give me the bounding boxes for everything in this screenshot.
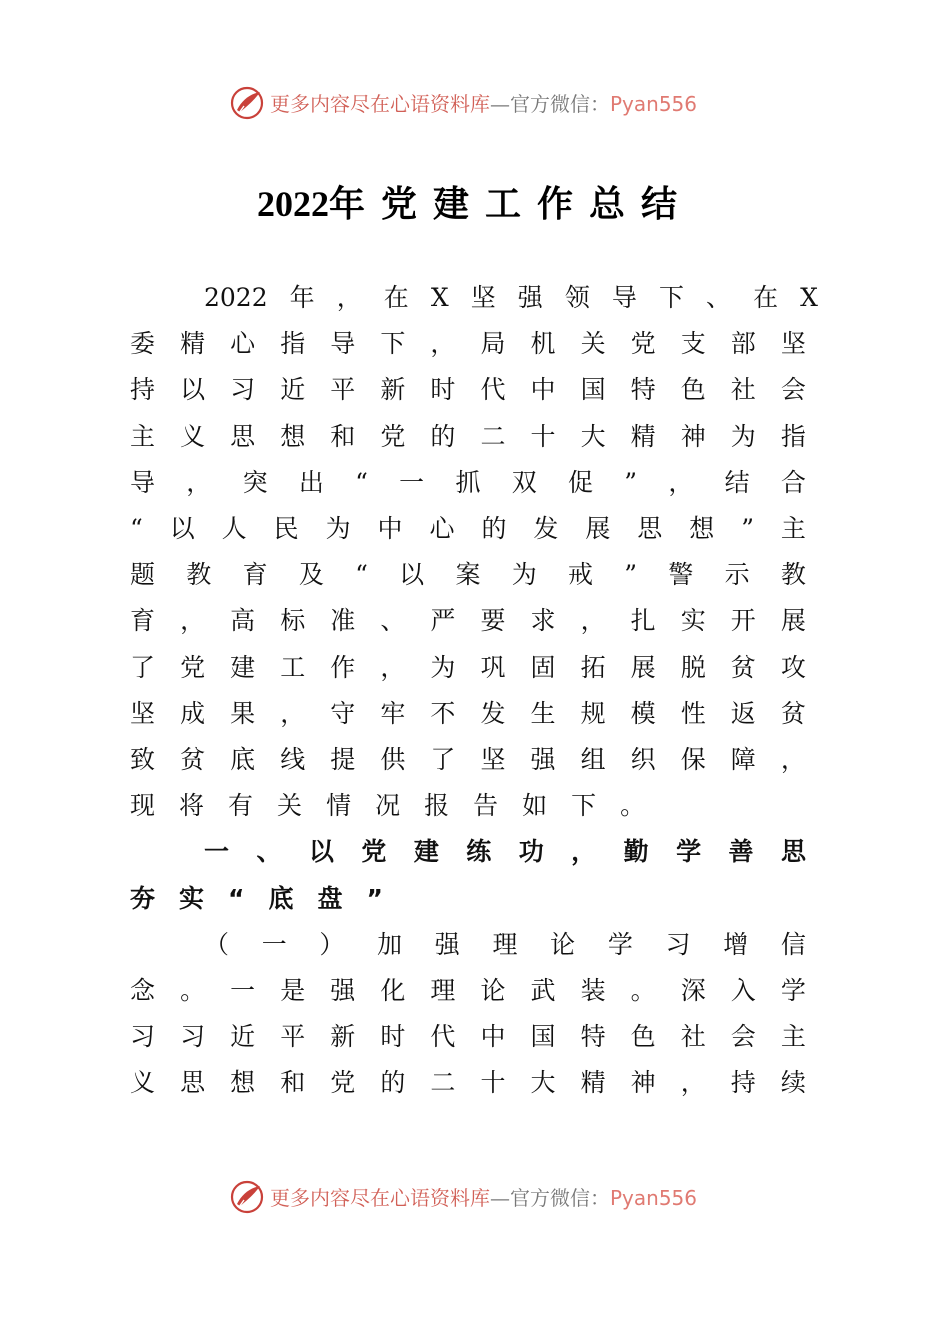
text-glyph: 、 xyxy=(256,837,282,867)
text-glyph: 导 xyxy=(130,467,156,497)
text-glyph: 实 xyxy=(680,606,706,636)
text-glyph: 有 xyxy=(228,791,254,821)
text-glyph: 代 xyxy=(480,375,506,405)
text-glyph: 坚 xyxy=(130,698,156,728)
header-dash: — xyxy=(490,92,510,116)
text-glyph: 案 xyxy=(455,560,481,590)
text-glyph: 贫 xyxy=(730,652,756,682)
text-glyph: 突 xyxy=(242,467,268,497)
text-glyph: 中 xyxy=(377,514,403,543)
text-glyph: 为 xyxy=(325,514,351,543)
text-glyph: 开 xyxy=(730,606,756,636)
text-glyph: 双 xyxy=(511,467,537,497)
text-glyph: 返 xyxy=(730,698,756,728)
text-glyph: 导 xyxy=(611,283,637,312)
text-glyph: ” xyxy=(741,514,754,543)
text-glyph: 牢 xyxy=(380,698,406,728)
text-glyph: 精 xyxy=(630,421,656,451)
text-glyph: ， xyxy=(430,329,456,359)
text-glyph: 结 xyxy=(724,467,750,497)
text-glyph: 的 xyxy=(380,1068,406,1098)
title-text: 年党建工作总结 xyxy=(328,183,693,225)
text-glyph: 题 xyxy=(130,560,156,590)
text-glyph: 入 xyxy=(730,976,756,1005)
text-glyph: 下 xyxy=(658,283,684,312)
text-glyph: 学 xyxy=(607,929,633,959)
text-glyph: 规 xyxy=(580,698,606,728)
text-glyph: 育 xyxy=(130,606,156,636)
text-glyph: 中 xyxy=(480,1022,506,1052)
text-glyph: 深 xyxy=(680,976,706,1005)
text-glyph: 发 xyxy=(533,514,559,543)
text-glyph: 织 xyxy=(630,745,656,774)
text-glyph: 党 xyxy=(630,329,656,359)
text-glyph: 功 xyxy=(518,837,544,867)
text-glyph: 扎 xyxy=(630,606,656,636)
text-line xyxy=(130,738,806,782)
text-glyph: 坚 xyxy=(780,329,806,359)
text-line xyxy=(204,276,818,320)
text-glyph: 以 xyxy=(399,560,425,590)
text-glyph: 在 xyxy=(753,283,779,312)
text-glyph: 社 xyxy=(730,375,756,405)
text-glyph: 想 xyxy=(230,1068,256,1098)
text-glyph: X xyxy=(800,283,818,312)
text-glyph: 标 xyxy=(280,606,306,636)
text-glyph: 2022 xyxy=(204,283,268,312)
text-glyph: 习 xyxy=(130,1022,156,1052)
text-glyph: 的 xyxy=(430,421,456,451)
text-glyph: 时 xyxy=(380,1022,406,1052)
text-glyph: 、 xyxy=(380,606,406,636)
page-title xyxy=(0,176,950,232)
text-glyph: 党 xyxy=(380,421,406,451)
text-glyph: 强 xyxy=(517,283,543,312)
text-glyph: ， xyxy=(180,606,206,636)
text-glyph: 指 xyxy=(780,421,806,451)
text-glyph: 工 xyxy=(280,652,306,682)
text-glyph: ， xyxy=(380,652,406,682)
footer-watermark xyxy=(0,1178,950,1218)
text-glyph: 习 xyxy=(665,929,691,959)
text-glyph: 供 xyxy=(380,745,406,774)
text-glyph: 坚 xyxy=(480,745,506,774)
text-glyph: 论 xyxy=(480,976,506,1005)
text-glyph: 近 xyxy=(280,375,306,405)
text-glyph: 告 xyxy=(473,791,499,821)
text-glyph: 想 xyxy=(280,421,306,451)
text-glyph: 强 xyxy=(530,745,556,774)
text-glyph: 装 xyxy=(580,976,606,1005)
text-glyph: 强 xyxy=(330,976,356,1005)
text-line xyxy=(130,1061,806,1105)
footer-wechat-label: 官方微信： xyxy=(510,1186,610,1210)
text-glyph: 新 xyxy=(380,375,406,405)
text-glyph: 组 xyxy=(580,745,606,774)
text-line xyxy=(130,969,806,1013)
text-glyph: 持 xyxy=(130,375,156,405)
text-glyph: 新 xyxy=(330,1022,356,1052)
text-glyph: 发 xyxy=(480,698,506,728)
text-glyph: 拓 xyxy=(580,652,606,682)
text-glyph: 下 xyxy=(571,791,597,821)
text-glyph: “ xyxy=(355,467,368,497)
text-line xyxy=(130,784,806,828)
text-glyph: 义 xyxy=(130,1068,156,1098)
text-glyph: 念 xyxy=(130,976,156,1005)
text-glyph: 脱 xyxy=(680,652,706,682)
text-glyph: 为 xyxy=(730,421,756,451)
text-line xyxy=(130,368,806,412)
title-year: 2022 xyxy=(256,184,329,224)
header-watermark xyxy=(0,84,950,124)
text-glyph: 思 xyxy=(230,421,256,451)
text-glyph: 党 xyxy=(361,837,387,867)
text-glyph: 党 xyxy=(180,652,206,682)
text-glyph: 续 xyxy=(780,1068,806,1098)
text-glyph: 作 xyxy=(330,652,356,682)
text-glyph: 委 xyxy=(130,329,156,359)
text-glyph: 局 xyxy=(480,329,506,359)
text-glyph: 大 xyxy=(580,421,606,451)
text-glyph: 一 xyxy=(204,837,230,867)
header-wechat-id: Pyan556 xyxy=(610,92,698,116)
text-glyph: 学 xyxy=(676,837,702,867)
text-glyph: “ xyxy=(228,883,245,913)
text-glyph: 实 xyxy=(179,883,205,913)
text-glyph: 一 xyxy=(399,467,425,497)
text-glyph: 义 xyxy=(180,421,206,451)
text-glyph: 精 xyxy=(180,329,206,359)
text-glyph: ， xyxy=(571,837,597,867)
text-glyph: ” xyxy=(624,467,638,497)
text-glyph: 领 xyxy=(564,283,590,312)
text-glyph: 了 xyxy=(430,745,456,774)
text-glyph: 加 xyxy=(377,929,403,959)
text-glyph: 国 xyxy=(530,1022,556,1052)
text-glyph: 武 xyxy=(530,976,556,1005)
text-glyph: 特 xyxy=(580,1022,606,1052)
text-glyph: 致 xyxy=(130,745,156,774)
text-glyph: 近 xyxy=(230,1022,256,1052)
text-glyph: 主 xyxy=(780,514,806,543)
text-glyph: 民 xyxy=(273,514,299,543)
text-glyph: 报 xyxy=(424,791,450,821)
text-glyph: 、 xyxy=(706,283,732,312)
text-glyph: 成 xyxy=(180,698,206,728)
text-glyph: ， xyxy=(186,467,212,497)
text-line xyxy=(130,1015,806,1059)
text-glyph: ） xyxy=(319,929,345,959)
text-glyph: 特 xyxy=(630,375,656,405)
text-glyph: 展 xyxy=(585,514,611,543)
text-glyph: 精 xyxy=(580,1068,606,1098)
text-glyph: 思 xyxy=(180,1068,206,1098)
text-glyph: 戒 xyxy=(568,560,594,590)
text-glyph: 神 xyxy=(630,1068,656,1098)
text-glyph: 主 xyxy=(130,421,156,451)
text-glyph: 心 xyxy=(429,514,455,543)
text-line xyxy=(130,461,806,505)
text-line xyxy=(130,415,806,459)
text-glyph: 十 xyxy=(530,421,556,451)
text-glyph: 国 xyxy=(580,375,606,405)
header-wechat-label: 官方微信： xyxy=(510,92,610,116)
text-glyph: 中 xyxy=(530,375,556,405)
text-glyph: 固 xyxy=(530,652,556,682)
text-glyph: ， xyxy=(668,467,694,497)
text-glyph: 导 xyxy=(330,329,356,359)
text-glyph: 守 xyxy=(330,698,356,728)
text-glyph: 是 xyxy=(280,976,306,1005)
text-glyph: 高 xyxy=(230,606,256,636)
text-glyph: 性 xyxy=(680,698,706,728)
text-line xyxy=(130,877,806,921)
text-glyph: 。 xyxy=(620,791,646,821)
text-line xyxy=(130,507,806,551)
text-glyph: 果 xyxy=(230,698,256,728)
text-glyph: 社 xyxy=(680,1022,706,1052)
text-glyph: 平 xyxy=(330,375,356,405)
text-glyph: 及 xyxy=(298,560,324,590)
text-line xyxy=(204,923,806,967)
text-glyph: 的 xyxy=(481,514,507,543)
text-glyph: 夯 xyxy=(130,883,156,913)
text-glyph: 增 xyxy=(723,929,749,959)
text-glyph: 不 xyxy=(430,698,456,728)
text-line xyxy=(204,830,806,874)
quill-logo-icon xyxy=(230,1180,264,1214)
text-glyph: 思 xyxy=(780,837,806,867)
text-glyph: 展 xyxy=(780,606,806,636)
text-glyph: 贫 xyxy=(180,745,206,774)
text-glyph: 想 xyxy=(689,514,715,543)
text-glyph: ” xyxy=(366,883,383,913)
text-line xyxy=(130,646,806,690)
text-glyph: 求 xyxy=(530,606,556,636)
text-glyph: 习 xyxy=(180,1022,206,1052)
text-glyph: 十 xyxy=(480,1068,506,1098)
text-glyph: 理 xyxy=(430,976,456,1005)
text-glyph: 将 xyxy=(179,791,205,821)
text-glyph: （ xyxy=(204,929,230,959)
text-glyph: 教 xyxy=(780,560,806,590)
text-glyph: 色 xyxy=(680,375,706,405)
text-glyph: 线 xyxy=(280,745,306,774)
text-glyph: 心 xyxy=(230,329,256,359)
text-glyph: 建 xyxy=(230,652,256,682)
text-glyph: ， xyxy=(580,606,606,636)
text-glyph: 严 xyxy=(430,606,456,636)
text-glyph: 建 xyxy=(413,837,439,867)
text-glyph: 底 xyxy=(230,745,256,774)
text-glyph: 关 xyxy=(580,329,606,359)
text-glyph: 持 xyxy=(730,1068,756,1098)
text-glyph: 善 xyxy=(728,837,754,867)
text-glyph: 二 xyxy=(480,421,506,451)
text-glyph: 育 xyxy=(242,560,268,590)
text-glyph: 以 xyxy=(308,837,334,867)
text-glyph: 以 xyxy=(180,375,206,405)
text-glyph: 在 xyxy=(383,283,409,312)
text-glyph: ， xyxy=(280,698,306,728)
text-glyph: 一 xyxy=(230,976,256,1005)
text-glyph: 练 xyxy=(466,837,492,867)
text-glyph: 平 xyxy=(280,1022,306,1052)
text-glyph: 障 xyxy=(730,745,756,774)
text-glyph: ， xyxy=(336,283,362,312)
text-glyph: 坚 xyxy=(470,283,496,312)
text-glyph: ” xyxy=(624,560,638,590)
text-glyph: 要 xyxy=(480,606,506,636)
text-glyph: 了 xyxy=(130,652,156,682)
text-glyph: 现 xyxy=(130,791,156,821)
text-glyph: 年 xyxy=(289,283,315,312)
text-glyph: 会 xyxy=(730,1022,756,1052)
text-glyph: 准 xyxy=(330,606,356,636)
text-glyph: 部 xyxy=(730,329,756,359)
text-glyph: 如 xyxy=(522,791,548,821)
text-glyph: 为 xyxy=(511,560,537,590)
text-glyph: 和 xyxy=(280,1068,306,1098)
text-glyph: 指 xyxy=(280,329,306,359)
quill-logo-icon xyxy=(230,86,264,120)
text-glyph: 贫 xyxy=(780,698,806,728)
text-glyph: 为 xyxy=(430,652,456,682)
text-glyph: 抓 xyxy=(455,467,481,497)
text-glyph: 代 xyxy=(430,1022,456,1052)
footer-brand-text: 更多内容尽在心语资料库 xyxy=(270,1186,490,1210)
text-glyph: 信 xyxy=(780,929,806,959)
text-glyph: 保 xyxy=(680,745,706,774)
text-glyph: 巩 xyxy=(480,652,506,682)
text-glyph: 会 xyxy=(780,375,806,405)
text-line xyxy=(130,599,806,643)
text-glyph: 。 xyxy=(630,976,656,1005)
text-glyph: 一 xyxy=(261,929,287,959)
text-glyph: 学 xyxy=(780,976,806,1005)
text-glyph: 攻 xyxy=(780,652,806,682)
text-glyph: 教 xyxy=(186,560,212,590)
text-glyph: 出 xyxy=(298,467,324,497)
text-glyph: 二 xyxy=(430,1068,456,1098)
text-glyph: 支 xyxy=(680,329,706,359)
text-glyph: 大 xyxy=(530,1068,556,1098)
text-glyph: 关 xyxy=(277,791,303,821)
text-line xyxy=(130,692,806,736)
text-glyph: 强 xyxy=(434,929,460,959)
text-glyph: X xyxy=(430,283,449,312)
text-glyph: 底 xyxy=(268,883,294,913)
text-glyph: 神 xyxy=(680,421,706,451)
text-glyph: 理 xyxy=(492,929,518,959)
text-glyph: 论 xyxy=(550,929,576,959)
text-line xyxy=(130,322,806,366)
text-glyph: 机 xyxy=(530,329,556,359)
text-glyph: 时 xyxy=(430,375,456,405)
text-glyph: “ xyxy=(355,560,368,590)
text-glyph: 促 xyxy=(568,467,594,497)
text-line xyxy=(130,553,806,597)
text-glyph: “ xyxy=(130,514,143,543)
text-glyph: 化 xyxy=(380,976,406,1005)
text-glyph: 主 xyxy=(780,1022,806,1052)
text-glyph: 警 xyxy=(668,560,694,590)
text-glyph: 习 xyxy=(230,375,256,405)
text-glyph: 况 xyxy=(375,791,401,821)
text-glyph: 思 xyxy=(637,514,663,543)
text-glyph: 盘 xyxy=(317,883,343,913)
text-glyph: 下 xyxy=(380,329,406,359)
text-glyph: ， xyxy=(680,1068,706,1098)
text-glyph: 模 xyxy=(630,698,656,728)
footer-wechat-id: Pyan556 xyxy=(610,1186,698,1210)
text-glyph: 勤 xyxy=(623,837,649,867)
text-glyph: 党 xyxy=(330,1068,356,1098)
text-glyph: 生 xyxy=(530,698,556,728)
text-glyph: 示 xyxy=(724,560,750,590)
text-glyph: 以 xyxy=(169,514,195,543)
footer-dash: — xyxy=(490,1186,510,1210)
text-glyph: 展 xyxy=(630,652,656,682)
text-glyph: 合 xyxy=(780,467,806,497)
text-glyph: 提 xyxy=(330,745,356,774)
text-glyph: 色 xyxy=(630,1022,656,1052)
header-brand-text: 更多内容尽在心语资料库 xyxy=(270,92,490,116)
text-glyph: 。 xyxy=(180,976,206,1005)
text-glyph: 和 xyxy=(330,421,356,451)
text-glyph: ， xyxy=(780,745,806,774)
text-glyph: 人 xyxy=(221,514,247,543)
text-glyph: 情 xyxy=(326,791,352,821)
